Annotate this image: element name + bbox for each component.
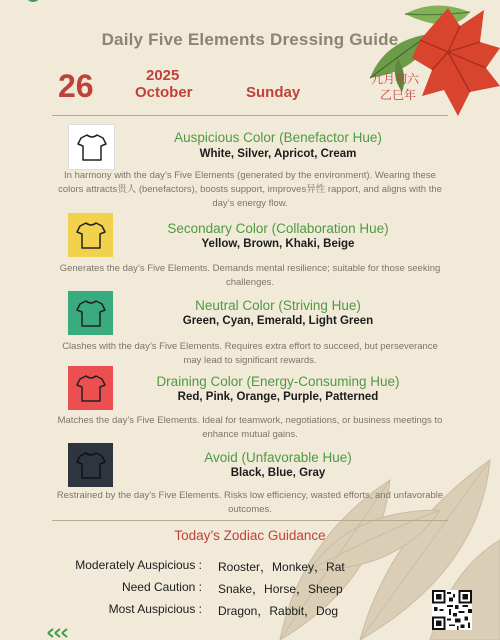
hue-colors-secondary: Yellow, Brown, Khaki, Beige xyxy=(201,238,355,250)
tshirt-icon xyxy=(76,299,106,327)
zodiac-label: Need Caution : xyxy=(121,580,202,594)
swatch-black xyxy=(68,443,113,487)
page-title: Daily Five Elements Dressing Guide xyxy=(101,30,399,49)
date-weekday: Sunday xyxy=(246,84,301,101)
lunar-month: 九月初六 xyxy=(371,72,420,86)
swatch-red xyxy=(68,366,113,410)
zodiac-title: Today’s Zodiac Guidance xyxy=(174,528,326,543)
hue-colors-avoid: Black, Blue, Gray xyxy=(230,467,326,479)
tshirt-icon xyxy=(76,221,106,249)
zodiac-value: Dragon，Rabbit，Dog xyxy=(218,604,339,618)
swatch-green xyxy=(68,291,113,335)
hue-title-secondary: Secondary Color (Collaboration Hue) xyxy=(167,221,389,236)
tshirt-icon xyxy=(77,133,107,161)
hue-title-neutral: Neutral Color (Striving Hue) xyxy=(195,298,361,313)
zodiac-label: Most Auspicious : xyxy=(108,602,202,616)
tshirt-icon xyxy=(76,451,106,479)
zodiac-divider xyxy=(52,520,448,521)
hue-description-draining: Matches the day’s Five Elements. Ideal for teamwork, negotiations, or business meetings to enhance mutual gains. xyxy=(57,415,443,440)
hue-colors-neutral: Green, Cyan, Emerald, Light Green xyxy=(182,315,374,327)
date-month: October xyxy=(135,84,193,101)
hue-description-avoid: Restrained by the day’s Five Elements. Risks low efficiency, wasted efforts, and unfavorable outcomes. xyxy=(56,490,444,515)
brand-logo-icon xyxy=(20,0,46,10)
swatch-white xyxy=(68,124,115,170)
hue-description-auspicious: In harmony with the day’s Five Elements (generated by the environment). Wearing these colors attracts贵人 (benefactors), boosts support, improves异性 rapport, and aligns with the day’s energy flow. xyxy=(58,170,442,209)
chevrons-logo-icon xyxy=(46,628,68,638)
hue-title-avoid: Avoid (Unfavorable Hue) xyxy=(204,450,352,465)
zodiac-value: Snake，Horse，Sheep xyxy=(218,582,343,596)
hue-title-draining: Draining Color (Energy-Consuming Hue) xyxy=(156,374,400,389)
hue-title-auspicious: Auspicious Color (Benefactor Hue) xyxy=(174,130,382,145)
zodiac-value: Rooster，Monkey，Rat xyxy=(218,560,345,574)
date-year: 2025 xyxy=(146,67,180,84)
date-day: 26 xyxy=(58,68,94,104)
hue-colors-auspicious: White, Silver, Apricot, Cream xyxy=(199,148,357,160)
qr-code-icon[interactable] xyxy=(432,590,472,630)
tshirt-icon xyxy=(76,374,106,402)
header-divider xyxy=(52,115,448,116)
lunar-year: 乙巳年 xyxy=(380,88,417,102)
swatch-yellow xyxy=(68,213,113,257)
zodiac-label: Moderately Auspicious : xyxy=(75,558,202,572)
hue-description-neutral: Clashes with the day’s Five Elements. Requires extra effort to succeed, but perseverance may lead to significant rewards. xyxy=(62,341,438,366)
hue-description-secondary: Generates the day’s Five Elements. Demands mental resilience; suitable for those seeking challenges. xyxy=(59,263,441,288)
hue-colors-draining: Red, Pink, Orange, Purple, Patterned xyxy=(177,391,379,403)
